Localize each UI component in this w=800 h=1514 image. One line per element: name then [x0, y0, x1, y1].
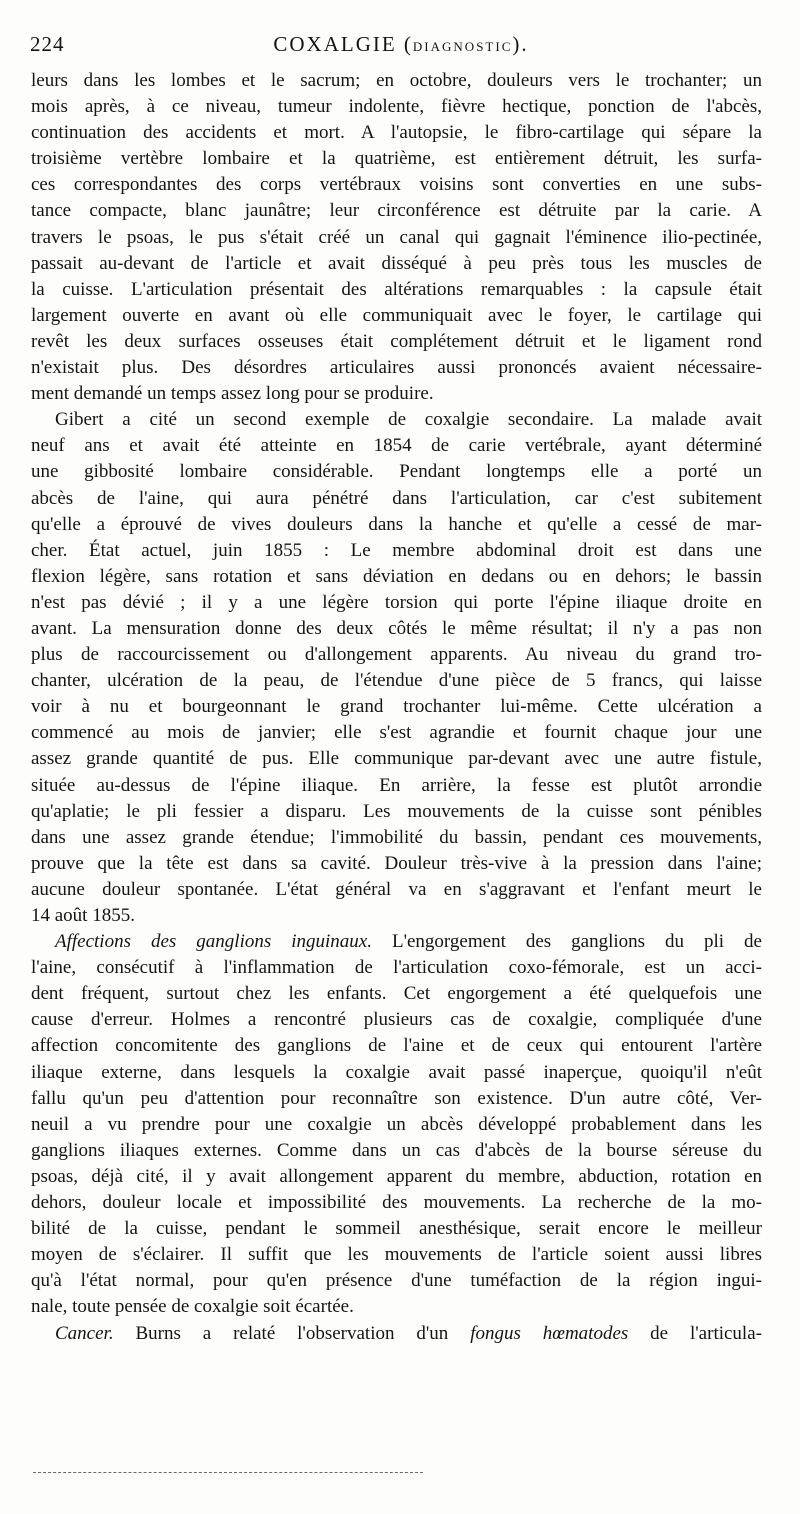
- text-line: affection concomitente des ganglions de l'aine et de ceux qui entourent l'artère: [31, 1035, 762, 1057]
- text-line: cher. État actuel, juin 1855 : Le membre abdominal droit est dans une: [31, 539, 762, 561]
- text-line: chanter, ulcération de la peau, de l'étendue d'une pièce de 5 francs, qui laisse: [31, 670, 762, 692]
- text-line: continuation des accidents et mort. A l'autopsie, le fibro-cartilage qui sépare la: [31, 122, 762, 144]
- text-line: n'est pas dévié ; il y a une légère torsion qui porte l'épine iliaque droite en: [31, 591, 762, 613]
- text-line: ces correspondantes des corps vertébraux voisins sont converties en une subs-: [31, 174, 762, 196]
- text-line: dehors, douleur locale et impossibilité des mouvements. La recherche de la mo-: [31, 1192, 762, 1214]
- text-line: située au-dessus de l'épine iliaque. En arrière, la fesse est plutôt arrondie: [31, 774, 762, 796]
- text-line: bilité de la cuisse, pendant le sommeil anesthésique, serait encore le meilleur: [31, 1218, 762, 1240]
- text-line: une gibbosité lombaire considérable. Pendant longtemps elle a porté un: [31, 461, 762, 483]
- text-line: mois après, à ce niveau, tumeur indolente, fièvre hectique, ponction de l'abcès,: [31, 96, 762, 118]
- text-line: passait au-devant de l'article et avait disséqué à peu près tous les muscles de: [31, 252, 762, 274]
- paragraph-4: [31, 1321, 762, 1347]
- italic-term: fongus hœmatodes: [470, 1322, 629, 1344]
- text-line: Gibert a cité un second exemple de coxalgie secondaire. La malade avait: [55, 409, 762, 431]
- text-line: assez grande quantité de pus. Elle communique par-devant avec une autre fistule,: [31, 748, 762, 770]
- text-line: neuil a vu prendre pour une coxalgie un abcès développé probablement dans les: [31, 1113, 762, 1135]
- text-line: cause d'erreur. Holmes a rencontré plusieurs cas de coxalgie, compliquée d'une: [31, 1009, 762, 1031]
- text-line: [31, 929, 762, 955]
- text-line: neuf ans et avait été atteinte en 1854 de carie vertébrale, ayant déterminé: [31, 435, 762, 457]
- text-line: avant. La mensuration donne des deux côtés le même résultat; il n'y a pas non: [31, 617, 762, 639]
- text-line: travers le psoas, le pus s'était créé un canal qui gagnait l'éminence ilio-pectinée,: [31, 226, 762, 248]
- text-line: 14 août 1855.: [31, 905, 135, 926]
- paragraph-2: [31, 407, 762, 929]
- text-line: la cuisse. L'articulation présentait des altérations remarquables : la capsule était: [31, 278, 762, 300]
- text-run: de l'articula-: [628, 1322, 762, 1344]
- text-line: revêt les deux surfaces osseuses était complétement détruit et le ligament rond: [31, 330, 762, 352]
- running-title: [30, 32, 772, 57]
- running-title-main: COXALGIE (: [273, 32, 413, 56]
- text-line: l'aine, consécutif à l'inflammation de l'articulation coxo-fémorale, est un acci-: [31, 957, 762, 979]
- text-line: n'existait plus. Des désordres articulaires aussi prononcés avaient nécessaire-: [31, 357, 762, 379]
- text-line: troisième vertèbre lombaire et la quatrième, est entièrement détruit, les surfa-: [31, 148, 762, 170]
- text-line: moyen de s'éclairer. Il suffit que les mouvements de l'article soient aussi libres: [31, 1244, 762, 1266]
- text-line: dans une assez grande étendue; l'immobilité du bassin, pendant ces mouvements,: [31, 826, 762, 848]
- body-text: [31, 68, 762, 1347]
- running-title-small-caps: DIAGNOSTIC: [412, 39, 513, 54]
- text-line: flexion légère, sans rotation et sans déviation en dedans ou en dehors; le bassin: [31, 565, 762, 587]
- text-run: Burns a relaté l'observation d'un: [113, 1322, 471, 1344]
- text-line: ganglions iliaques externes. Comme dans un cas d'abcès de la bourse séreuse du: [31, 1139, 762, 1161]
- paragraph-1: [31, 68, 762, 407]
- text-line: qu'elle a éprouvé de vives douleurs dans la hanche et qu'elle a cessé de mar-: [31, 513, 762, 535]
- paragraph-3: [31, 929, 762, 1320]
- text-line: voir à nu et bourgeonnant le grand trochanter lui-même. Cette ulcération a: [31, 696, 762, 718]
- text-line: iliaque externe, dans lesquels la coxalgie avait passé inaperçue, quoiqu'il n'eût: [31, 1061, 762, 1083]
- text-line: qu'aplatie; le pli fessier a disparu. Les mouvements de la cuisse sont pénibles: [31, 800, 762, 822]
- page-number: 224: [30, 32, 65, 56]
- text-line: tance compacte, blanc jaunâtre; leur circonférence est détruite par la carie. A: [31, 200, 762, 222]
- text-line: fallu qu'un peu d'attention pour reconnaître son existence. D'un autre côté, Ver-: [31, 1087, 762, 1109]
- text-line: largement ouverte en avant où elle communiquait avec le foyer, le cartilage qui: [31, 304, 762, 326]
- section-lead-italic: Cancer.: [55, 1322, 114, 1344]
- text-line: commencé au mois de janvier; elle s'est agrandie et fournit chaque jour une: [31, 722, 762, 744]
- text-line: dent fréquent, surtout chez les enfants. Cet engorgement a été quelquefois une: [31, 983, 762, 1005]
- text-line: ment demandé un temps assez long pour se produire.: [31, 383, 434, 405]
- text-run: L'engorgement des ganglions du pli de: [371, 931, 762, 953]
- footnote-rule: [33, 1472, 423, 1473]
- text-line: plus de raccourcissement ou d'allongement apparents. Au niveau du grand tro-: [31, 644, 762, 666]
- running-title-end: ).: [512, 32, 529, 56]
- text-line: qu'à l'état normal, pour qu'en présence d'une tuméfaction de la région ingui-: [31, 1270, 762, 1292]
- page-header: [30, 30, 772, 60]
- text-line: prouve que la tête est dans sa cavité. Douleur très-vive à la pression dans l'aine;: [31, 852, 762, 874]
- section-lead-italic: Affections des ganglions inguinaux.: [55, 931, 372, 953]
- text-line: leurs dans les lombes et le sacrum; en octobre, douleurs vers le trochanter; un: [31, 70, 762, 91]
- text-line: nale, toute pensée de coxalgie soit écartée.: [31, 1296, 354, 1318]
- text-line: [31, 1321, 762, 1347]
- text-line: psoas, déjà cité, il y avait allongement apparent du membre, abduction, rotation en: [31, 1165, 762, 1187]
- text-line: aucune douleur spontanée. L'état général va en s'aggravant et l'enfant meurt le: [31, 878, 762, 900]
- text-line: abcès de l'aine, qui aura pénétré dans l'articulation, car c'est subitement: [31, 487, 762, 509]
